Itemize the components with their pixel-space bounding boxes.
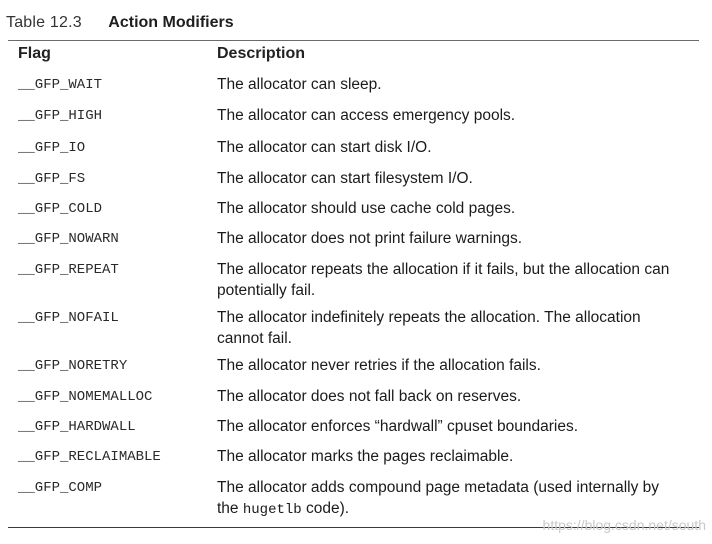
flag-description: The allocator can access emergency pools. <box>217 107 516 124</box>
flag-name: __GFP_REPEAT <box>18 262 119 278</box>
flag-description: The allocator can sleep. <box>217 76 382 93</box>
flag-name: __GFP_NOMEMALLOC <box>18 389 153 405</box>
flag-name: __GFP_NOFAIL <box>18 310 119 326</box>
flag-description: The allocator marks the pages reclaimable. <box>217 448 514 465</box>
table-number: Table 12.3 <box>6 14 82 31</box>
top-rule <box>8 40 699 41</box>
flag-name: __GFP_WAIT <box>18 77 103 93</box>
flag-name: __GFP_NOWARN <box>18 231 119 247</box>
flag-name: __GFP_IO <box>18 140 86 156</box>
flag-name: __GFP_COMP <box>18 480 103 496</box>
flag-name: __GFP_COLD <box>18 201 103 217</box>
flag-description: The allocator indefinitely repeats the allocation. The allocation cannot fail. <box>217 309 641 347</box>
table-caption <box>6 12 234 34</box>
flag-description: The allocator can start filesystem I/O. <box>217 170 473 187</box>
inline-code: hugetlb <box>242 502 302 518</box>
flag-description: The allocator can start disk I/O. <box>217 139 432 156</box>
flag-description: The allocator does not print failure warnings. <box>217 230 522 247</box>
watermark-text: https://blog.csdn.net/south <box>542 517 706 533</box>
flag-name: __GFP_HARDWALL <box>18 419 136 435</box>
flag-description: The allocator repeats the allocation if it fails, but the allocation can potentially fail. <box>217 261 670 299</box>
flag-description: The allocator never retries if the allocation fails. <box>217 357 541 374</box>
flag-description: The allocator should use cache cold pages. <box>217 200 516 217</box>
flag-name: __GFP_RECLAIMABLE <box>18 449 161 465</box>
description-text: The allocator adds compound page metadata (used internally by the <box>217 479 660 517</box>
flag-description: The allocator enforces “hardwall” cpuset boundaries. <box>217 418 578 435</box>
flag-name: __GFP_HIGH <box>18 108 103 124</box>
flag-name: __GFP_FS <box>18 171 86 187</box>
description-text: code). <box>301 500 350 517</box>
flag-name: __GFP_NORETRY <box>18 358 128 374</box>
column-header-flag: Flag <box>18 45 51 62</box>
flag-description <box>217 477 682 521</box>
column-header-description: Description <box>217 45 306 62</box>
flag-description: The allocator does not fall back on reserves. <box>217 388 522 405</box>
table-title: Action Modifiers <box>108 14 234 31</box>
